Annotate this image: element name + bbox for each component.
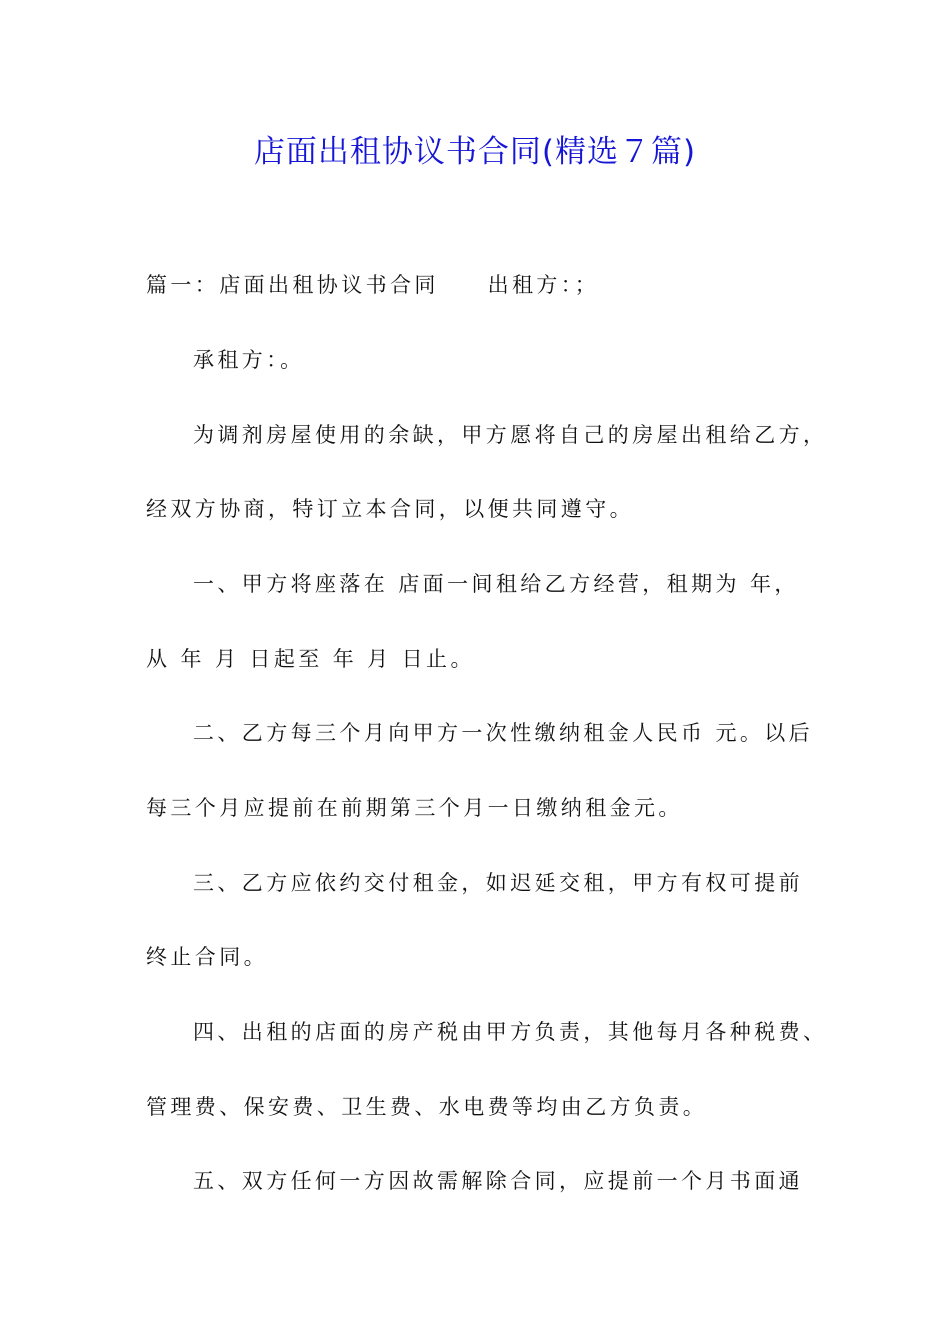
text-line: 承租方：。 bbox=[193, 348, 305, 372]
text-line: 管理费、保安费、卫生费、水电费等均由乙方负责。 bbox=[146, 1095, 708, 1119]
text-line: 五、双方任何一方因故需解除合同，应提前一个月书面通 bbox=[193, 1169, 803, 1193]
text-line: 为调剂房屋使用的余缺，甲方愿将自己的房屋出租给乙方， bbox=[193, 423, 828, 447]
text-line: 三、乙方应依约交付租金，如迟延交租，甲方有权可提前 bbox=[193, 871, 803, 895]
text-line: 四、出租的店面的房产税由甲方负责，其他每月各种税费、 bbox=[193, 1020, 828, 1044]
text-line: 从 年 月 日起至 年 月 日止。 bbox=[146, 647, 475, 671]
text-line: 终止合同。 bbox=[146, 945, 268, 969]
text-line: 一、甲方将座落在 店面一间租给乙方经营，租期为 年， bbox=[193, 572, 799, 596]
document-title: 店面出租协议书合同(精选７篇) bbox=[253, 134, 697, 170]
text-line: 二、乙方每三个月向甲方一次性缴纳租金人民币 元。以后 bbox=[193, 721, 814, 745]
text-line: 篇一：店面出租协议书合同 出租方：； bbox=[146, 273, 600, 297]
text-line: 每三个月应提前在前期第三个月一日缴纳租金元。 bbox=[146, 796, 683, 820]
text-line: 经双方协商，特订立本合同，以便共同遵守。 bbox=[146, 497, 634, 521]
